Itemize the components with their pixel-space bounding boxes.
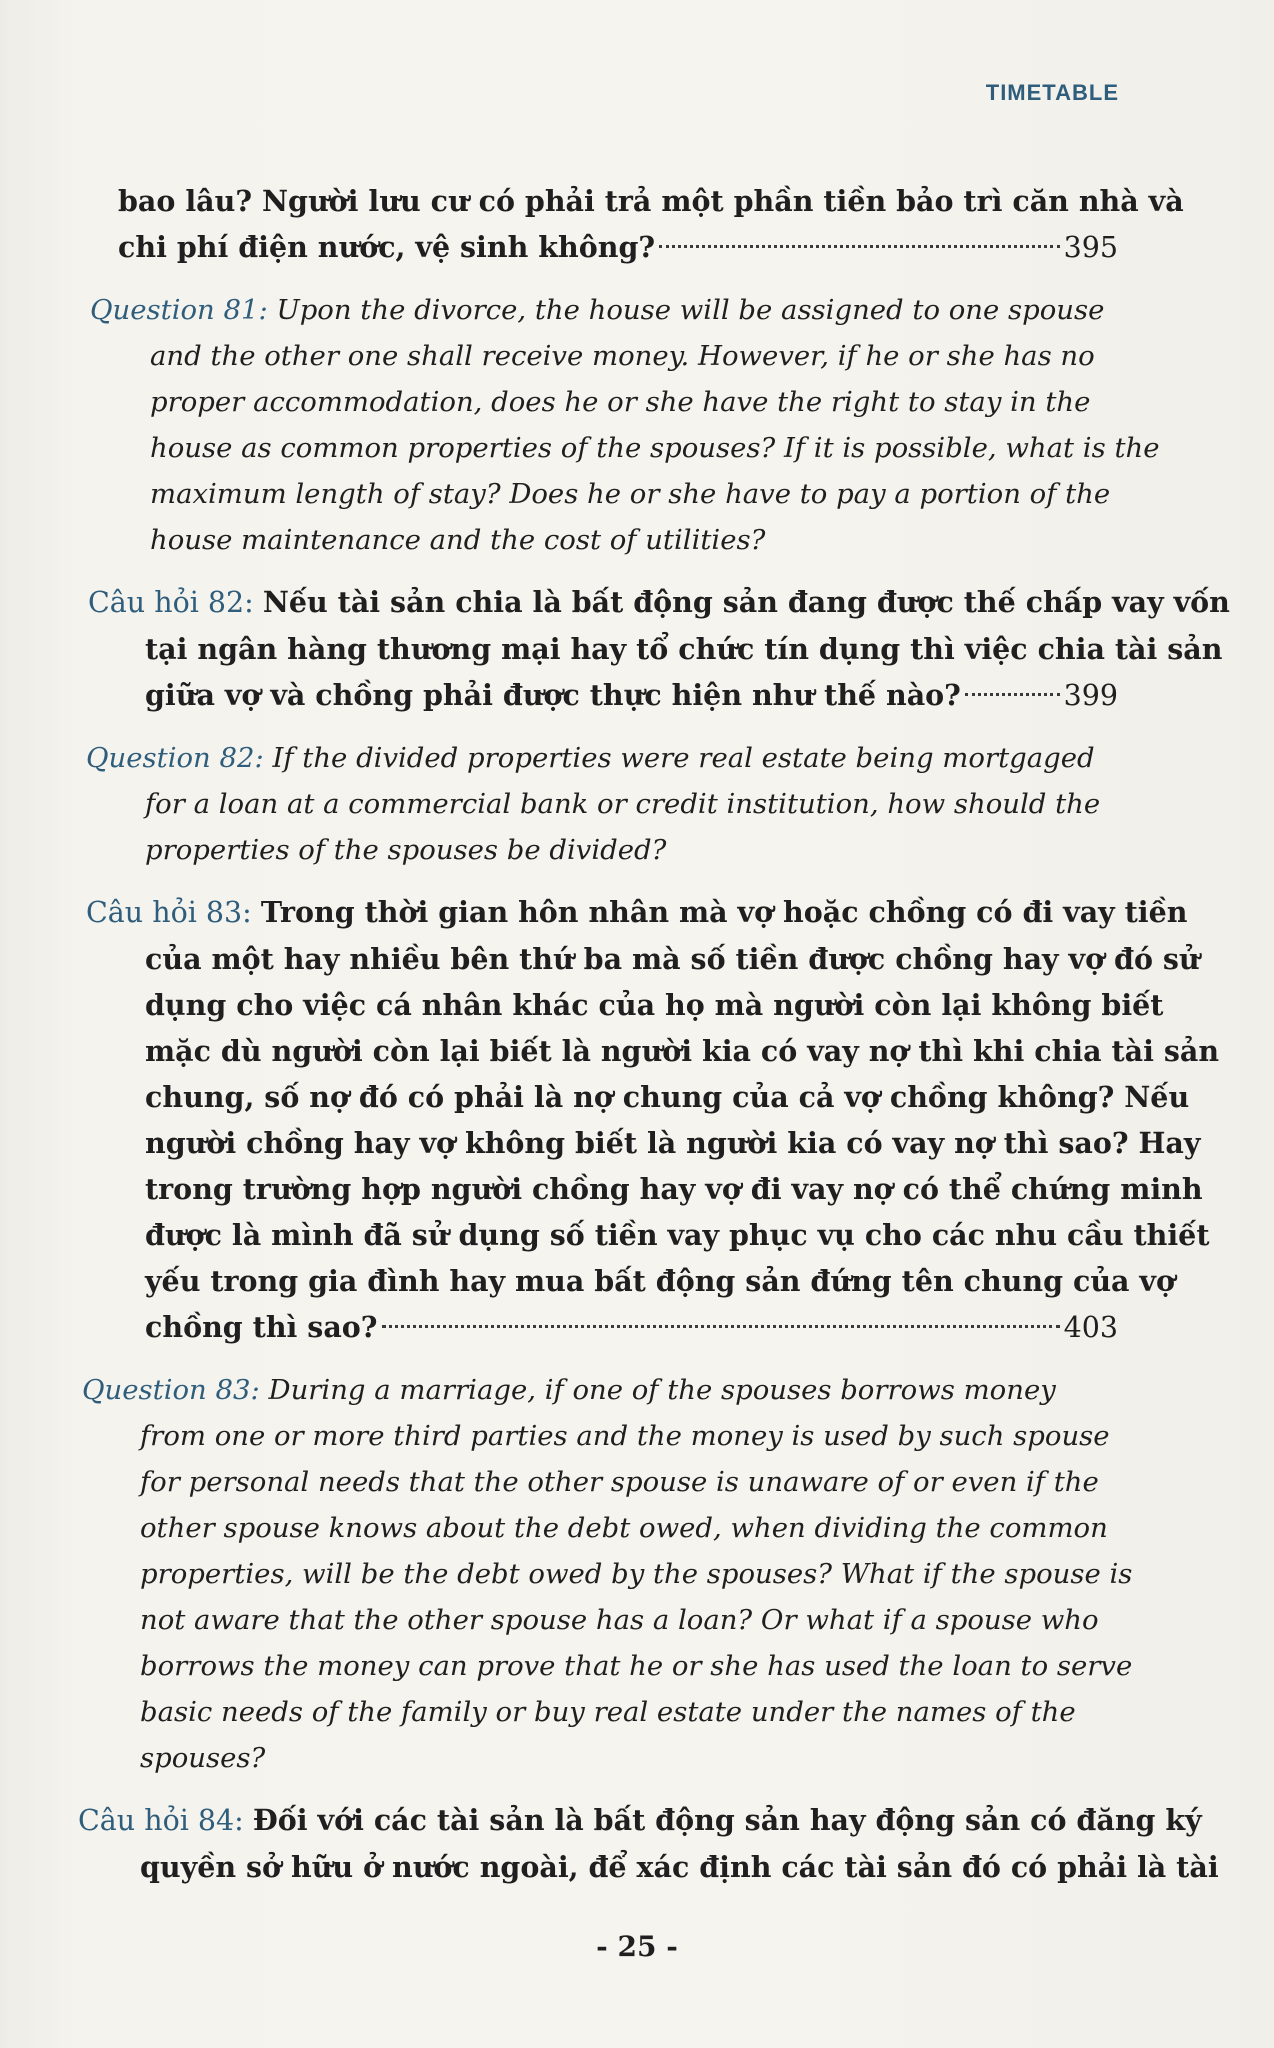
- question-text-line: for a loan at a commercial bank or credit institution, how should the: [145, 788, 1101, 820]
- question-text-line: maximum length of stay? Does he or she have to pay a portion of the: [150, 478, 1111, 510]
- question-label: Question 81:: [90, 294, 268, 326]
- question-text-line: quyền sở hữu ở nước ngoài, để xác định các tài sản đó có phải là tài: [140, 1850, 1219, 1884]
- question-text-line: properties, will be the debt owed by the spouses? What if the spouse is: [140, 1558, 1133, 1590]
- running-header: TIMETABLE: [985, 80, 1119, 105]
- dot-leader: [382, 1325, 1060, 1328]
- question-text-line: yếu trong gia đình hay mua bất động sản đứng tên chung của vợ: [145, 1264, 1175, 1298]
- question-text-line: bao lâu? Người lưu cư có phải trả một phần tiền bảo trì căn nhà và: [118, 184, 1184, 218]
- question-text: Nếu tài sản chia là bất động sản đang được thế chấp vay vốn: [262, 585, 1230, 619]
- entry-first-line: [90, 287, 1118, 333]
- entry-first-line: [86, 889, 1188, 936]
- question-text: During a marriage, if one of the spouses borrows money: [268, 1374, 1056, 1406]
- toc-page-number[interactable]: 403: [1063, 1311, 1118, 1344]
- toc-entry: [0, 178, 1274, 271]
- question-text-line: tại ngân hàng thương mại hay tổ chức tín dụng thì việc chia tài sản: [145, 632, 1223, 666]
- toc-leader-line: [145, 1304, 1118, 1351]
- dot-leader: [965, 693, 1060, 696]
- question-text-line: mặc dù người còn lại biết là người kia có vay nợ thì khi chia tài sản: [145, 1034, 1220, 1068]
- question-text-line: borrows the money can prove that he or she has used the loan to serve: [140, 1650, 1133, 1682]
- question-text-line: proper accommodation, does he or she have the right to stay in the: [150, 386, 1091, 418]
- question-text-line: chung, số nợ đó có phải là nợ chung của cả vợ chồng không? Nếu: [145, 1080, 1190, 1114]
- table-of-contents: [0, 178, 1274, 1906]
- question-text-line: basic needs of the family or buy real estate under the names of the: [140, 1696, 1076, 1728]
- question-text-line: not aware that the other spouse has a loan? Or what if a spouse who: [140, 1604, 1099, 1636]
- dot-leader: [659, 245, 1060, 248]
- question-text: Đối với các tài sản là bất động sản hay động sản có đăng ký: [252, 1803, 1202, 1837]
- toc-entry: [0, 287, 1274, 563]
- question-label: Question 83:: [82, 1374, 260, 1406]
- question-text: Upon the divorce, the house will be assigned to one spouse: [276, 294, 1105, 326]
- question-text-line: and the other one shall receive money. However, if he or she has no: [150, 340, 1095, 372]
- toc-entry: [0, 735, 1274, 873]
- toc-entry: [0, 1797, 1274, 1890]
- entry-first-line: [78, 1797, 1202, 1844]
- question-text-line: other spouse knows about the debt owed, when dividing the common: [140, 1512, 1108, 1544]
- question-text-line: chi phí điện nước, vệ sinh không?: [118, 230, 656, 264]
- entry-first-line: [82, 1367, 1118, 1413]
- question-text: Trong thời gian hôn nhân mà vợ hoặc chồng có đi vay tiền: [260, 895, 1188, 929]
- question-text-line: for personal needs that the other spouse is unaware of or even if the: [140, 1466, 1099, 1498]
- question-text: If the divided properties were real estate being mortgaged: [272, 742, 1095, 774]
- question-text-line: house maintenance and the cost of utilities?: [150, 524, 766, 556]
- question-label: Câu hỏi 82:: [88, 586, 254, 619]
- question-label: Question 82:: [86, 742, 264, 774]
- question-text-line: giữa vợ và chồng phải được thực hiện như thế nào?: [145, 678, 961, 712]
- entry-first-line: [88, 579, 1230, 626]
- toc-leader-line: [118, 224, 1118, 271]
- question-label: Câu hỏi 84:: [78, 1804, 244, 1837]
- question-label: Câu hỏi 83:: [86, 896, 252, 929]
- question-text-line: người chồng hay vợ không biết là người kia có vay nợ thì sao? Hay: [145, 1126, 1201, 1160]
- toc-leader-line: [145, 672, 1118, 719]
- question-text-line: properties of the spouses be divided?: [145, 834, 667, 866]
- question-text-line: spouses?: [140, 1742, 266, 1774]
- entry-first-line: [86, 735, 1118, 781]
- toc-entry: [0, 1367, 1274, 1781]
- page-number: - 25 -: [596, 1930, 678, 1963]
- question-text-line: được là mình đã sử dụng số tiền vay phục vụ cho các nhu cầu thiết: [145, 1218, 1210, 1252]
- question-text-line: chồng thì sao?: [145, 1310, 378, 1344]
- toc-page-number[interactable]: 399: [1063, 679, 1118, 712]
- toc-entry: [0, 579, 1274, 719]
- toc-page-number[interactable]: 395: [1063, 231, 1118, 264]
- question-text-line: của một hay nhiều bên thứ ba mà số tiền được chồng hay vợ đó sử: [145, 942, 1200, 976]
- question-text-line: dụng cho việc cá nhân khác của họ mà người còn lại không biết: [145, 988, 1164, 1022]
- question-text-line: from one or more third parties and the money is used by such spouse: [140, 1420, 1110, 1452]
- toc-entry: [0, 889, 1274, 1351]
- question-text-line: house as common properties of the spouses? If it is possible, what is the: [150, 432, 1160, 464]
- question-text-line: trong trường hợp người chồng hay vợ đi vay nợ có thể chứng minh: [145, 1172, 1203, 1206]
